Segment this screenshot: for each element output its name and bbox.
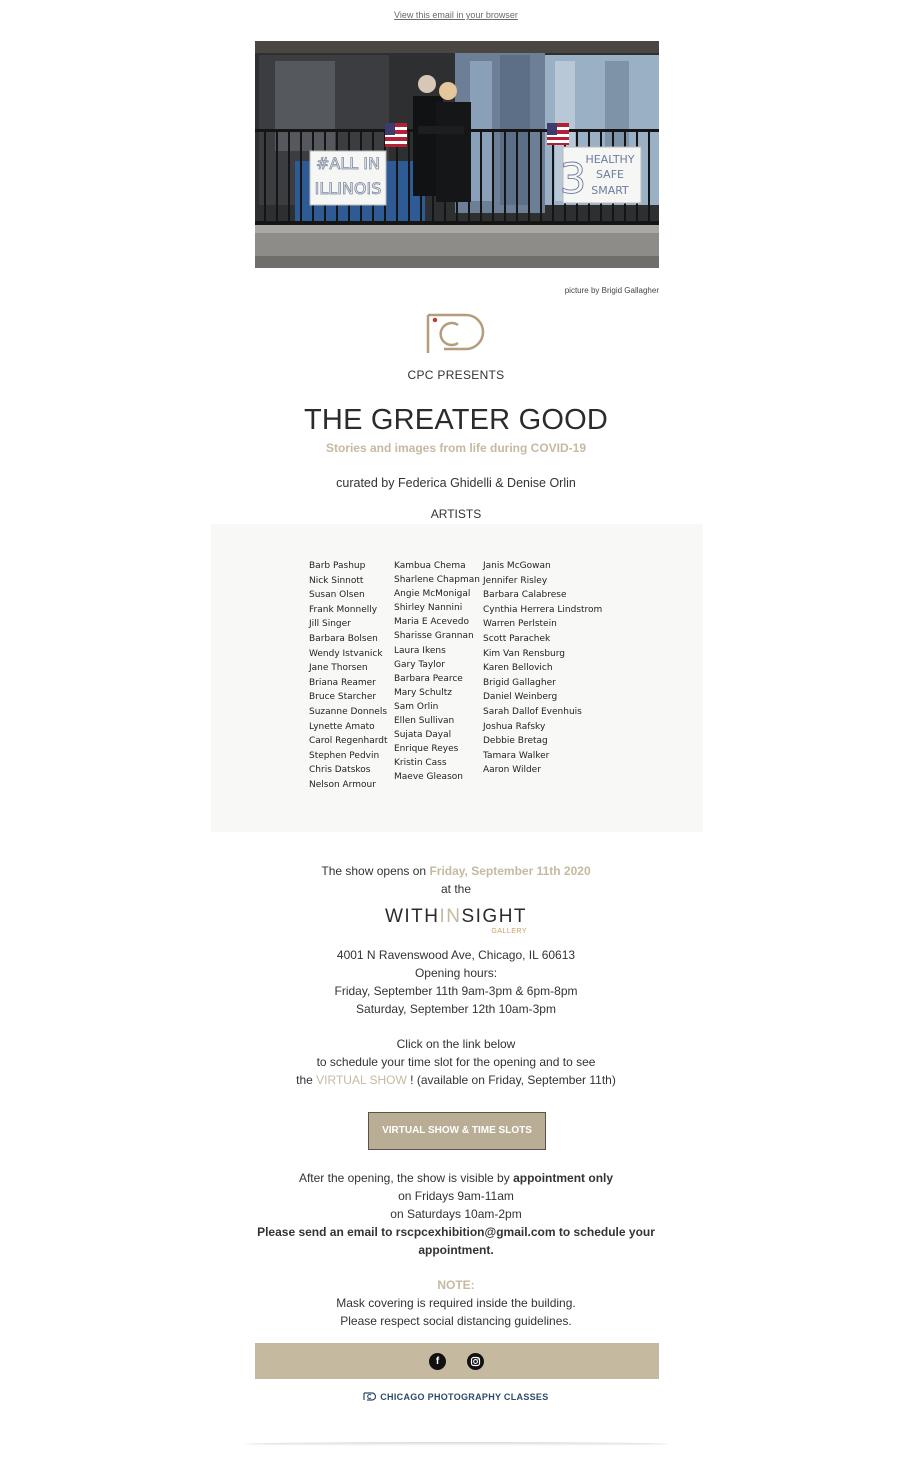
footer-brand-name: CHICAGO PHOTOGRAPHY CLASSES xyxy=(380,1392,549,1402)
opening-hours-saturday: Saturday, September 12th 10am-3pm xyxy=(356,1002,556,1016)
artist-name: Suzanne Donnels xyxy=(309,706,388,717)
artist-name: Sarah Dallof Evenhuis xyxy=(483,706,582,717)
artist-name: Wendy Istvanick xyxy=(309,648,383,659)
sign-left-line2: ILLINOIS xyxy=(314,179,382,198)
artists-heading: ARTISTS xyxy=(430,507,482,521)
gallery-address: 4001 N Ravenswood Ave, Chicago, IL 60613 xyxy=(336,948,576,962)
artist-name: Debbie Bretag xyxy=(483,736,548,747)
footer-brand[interactable] xyxy=(0,1392,912,1402)
cpc-mini-logo-icon xyxy=(363,1392,377,1401)
artist-name: Barb Pashup xyxy=(309,561,366,571)
artist-name: Frank Monnelly xyxy=(309,604,378,615)
artist-name: Karen Bellovich xyxy=(483,663,553,674)
note-line-1: Mask covering is required inside the building. xyxy=(336,1296,576,1310)
cta-line3-prefix: the xyxy=(296,1073,317,1087)
artist-name: Warren Perlstein xyxy=(483,619,557,630)
artist-name: Nelson Armour xyxy=(309,779,376,790)
opening-date-line xyxy=(0,862,912,880)
instagram-glyph-icon xyxy=(467,1353,484,1370)
sign-right-number: 3 xyxy=(559,154,587,203)
artist-name: Sharisse Grannan xyxy=(394,631,474,642)
artist-name: Maria E Acevedo xyxy=(394,617,469,628)
event-subtitle: Stories and images from life during COVID-19 xyxy=(325,441,587,455)
view-in-browser-link[interactable]: View this email in your browser xyxy=(394,10,518,20)
email-bottom-shadow xyxy=(245,1442,669,1446)
sign-left-line1: #ALL IN xyxy=(316,154,380,173)
artist-name: Jane Thorsen xyxy=(309,663,368,674)
artist-name: Laura Ikens xyxy=(394,645,446,656)
gallery-with: WITH xyxy=(384,906,440,927)
photo-credit: picture by Brigid Gallagher xyxy=(564,286,659,295)
artists-column-1 xyxy=(309,559,388,793)
virtual-show-link[interactable]: VIRTUAL SHOW xyxy=(316,1073,407,1087)
artist-name: Barbara Calabrese xyxy=(483,590,567,601)
artist-name: Tamara Walker xyxy=(483,750,550,761)
cta-line-3 xyxy=(0,1071,912,1089)
artist-name: Daniel Weinberg xyxy=(483,692,558,703)
artists-column-2 xyxy=(394,559,480,785)
artist-name: Gary Taylor xyxy=(394,659,445,670)
artist-name: Jill Singer xyxy=(309,619,351,630)
note-label: NOTE: xyxy=(437,1278,475,1292)
appointment-only: appointment only xyxy=(513,1171,614,1185)
sign-right-line3: SMART xyxy=(591,184,629,197)
artist-name: Ellen Sullivan xyxy=(394,716,455,727)
artist-name: Chris Datskos xyxy=(309,765,371,776)
artist-name: Barbara Bolsen xyxy=(309,633,378,644)
artist-name: Sujata Dayal xyxy=(394,730,452,741)
artist-name: Joshua Rafsky xyxy=(483,721,546,732)
sign-right-line2: SAFE xyxy=(596,168,624,181)
at-the-label: at the xyxy=(440,882,472,896)
opening-hours-friday: Friday, September 11th 9am-3pm & 6pm-8pm xyxy=(334,984,578,998)
artist-name: Lynette Amato xyxy=(309,721,375,732)
balcony-photo-graphic xyxy=(255,41,659,268)
note-line-2: Please respect social distancing guidelines. xyxy=(340,1314,572,1328)
artist-name: Aaron Wilder xyxy=(483,765,541,776)
artist-name: Bruce Starcher xyxy=(309,692,377,703)
artist-name: Nick Sinnott xyxy=(309,575,364,586)
artist-name: Susan Olsen xyxy=(309,590,365,601)
after-line-2: on Fridays 9am-11am xyxy=(398,1189,514,1203)
presents-label: CPC PRESENTS xyxy=(407,368,505,382)
artist-name: Brigid Gallagher xyxy=(483,677,556,688)
gallery-in: IN xyxy=(439,906,462,927)
curator-line: curated by Federica Ghidelli & Denise Orlin xyxy=(336,476,576,490)
event-title: THE GREATER GOOD xyxy=(304,404,608,436)
gallery-sight: SIGHT xyxy=(461,906,528,927)
sign-right-line1: HEALTHY xyxy=(585,153,635,166)
after-line-1 xyxy=(0,1169,912,1187)
artist-name: Angie McMonigal xyxy=(394,589,471,600)
cta-line-2: to schedule your time slot for the opening and to see xyxy=(316,1055,596,1069)
after-line-3: on Saturdays 10am-2pm xyxy=(390,1207,522,1221)
artist-name: Sharlene Chapman xyxy=(394,575,480,586)
artist-name: Jennifer Risley xyxy=(483,575,548,586)
facebook-icon[interactable]: f xyxy=(429,1353,446,1370)
artist-name: Kristin Cass xyxy=(394,758,447,769)
artists-column-3 xyxy=(483,559,602,778)
artist-name: Carol Regenhardt xyxy=(309,736,388,747)
artist-name: Barbara Pearce xyxy=(394,673,463,684)
opening-hours-label: Opening hours: xyxy=(414,966,498,980)
cta-line3-suffix: ! (available on Friday, September 11th) xyxy=(406,1073,616,1087)
after-line1-prefix: After the opening, the show is visible by xyxy=(298,1171,514,1185)
social-footer-bar xyxy=(255,1343,659,1379)
hero-photo xyxy=(255,41,659,268)
artist-name: Kim Van Rensburg xyxy=(483,648,566,659)
artist-name: Cynthia Herrera Lindstrom xyxy=(483,604,603,615)
instagram-icon[interactable] xyxy=(467,1353,484,1370)
artist-name: Scott Parachek xyxy=(483,633,551,644)
artist-name: Sam Orlin xyxy=(394,701,439,712)
email-instruction-end: appointment. xyxy=(418,1243,494,1257)
artist-name: Stephen Pedvin xyxy=(309,750,380,761)
gallery-wordmark xyxy=(384,906,528,935)
artist-name: Briana Reamer xyxy=(309,677,376,688)
artist-name: Mary Schultz xyxy=(394,687,452,698)
virtual-show-button[interactable]: VIRTUAL SHOW & TIME SLOTS xyxy=(368,1112,546,1150)
artist-name: Enrique Reyes xyxy=(394,744,459,755)
cpc-logo-icon xyxy=(422,309,492,357)
artist-name: Maeve Gleason xyxy=(394,772,463,783)
opening-prefix: The show opens on xyxy=(321,864,430,878)
artist-name: Kambua Chema xyxy=(394,561,466,571)
withinsight-gallery-logo xyxy=(0,906,912,935)
gallery-sub: GALLERY xyxy=(491,928,528,935)
artist-name: Janis McGowan xyxy=(483,561,551,571)
cta-line-1: Click on the link below xyxy=(396,1037,516,1051)
opening-date: Friday, September 11th 2020 xyxy=(429,864,591,878)
artists-list-panel xyxy=(211,524,703,832)
email-instruction: Please send an email to rscpcexhibition@gmail.com to schedule your xyxy=(257,1225,655,1239)
artist-name: Shirley Nannini xyxy=(394,603,463,614)
